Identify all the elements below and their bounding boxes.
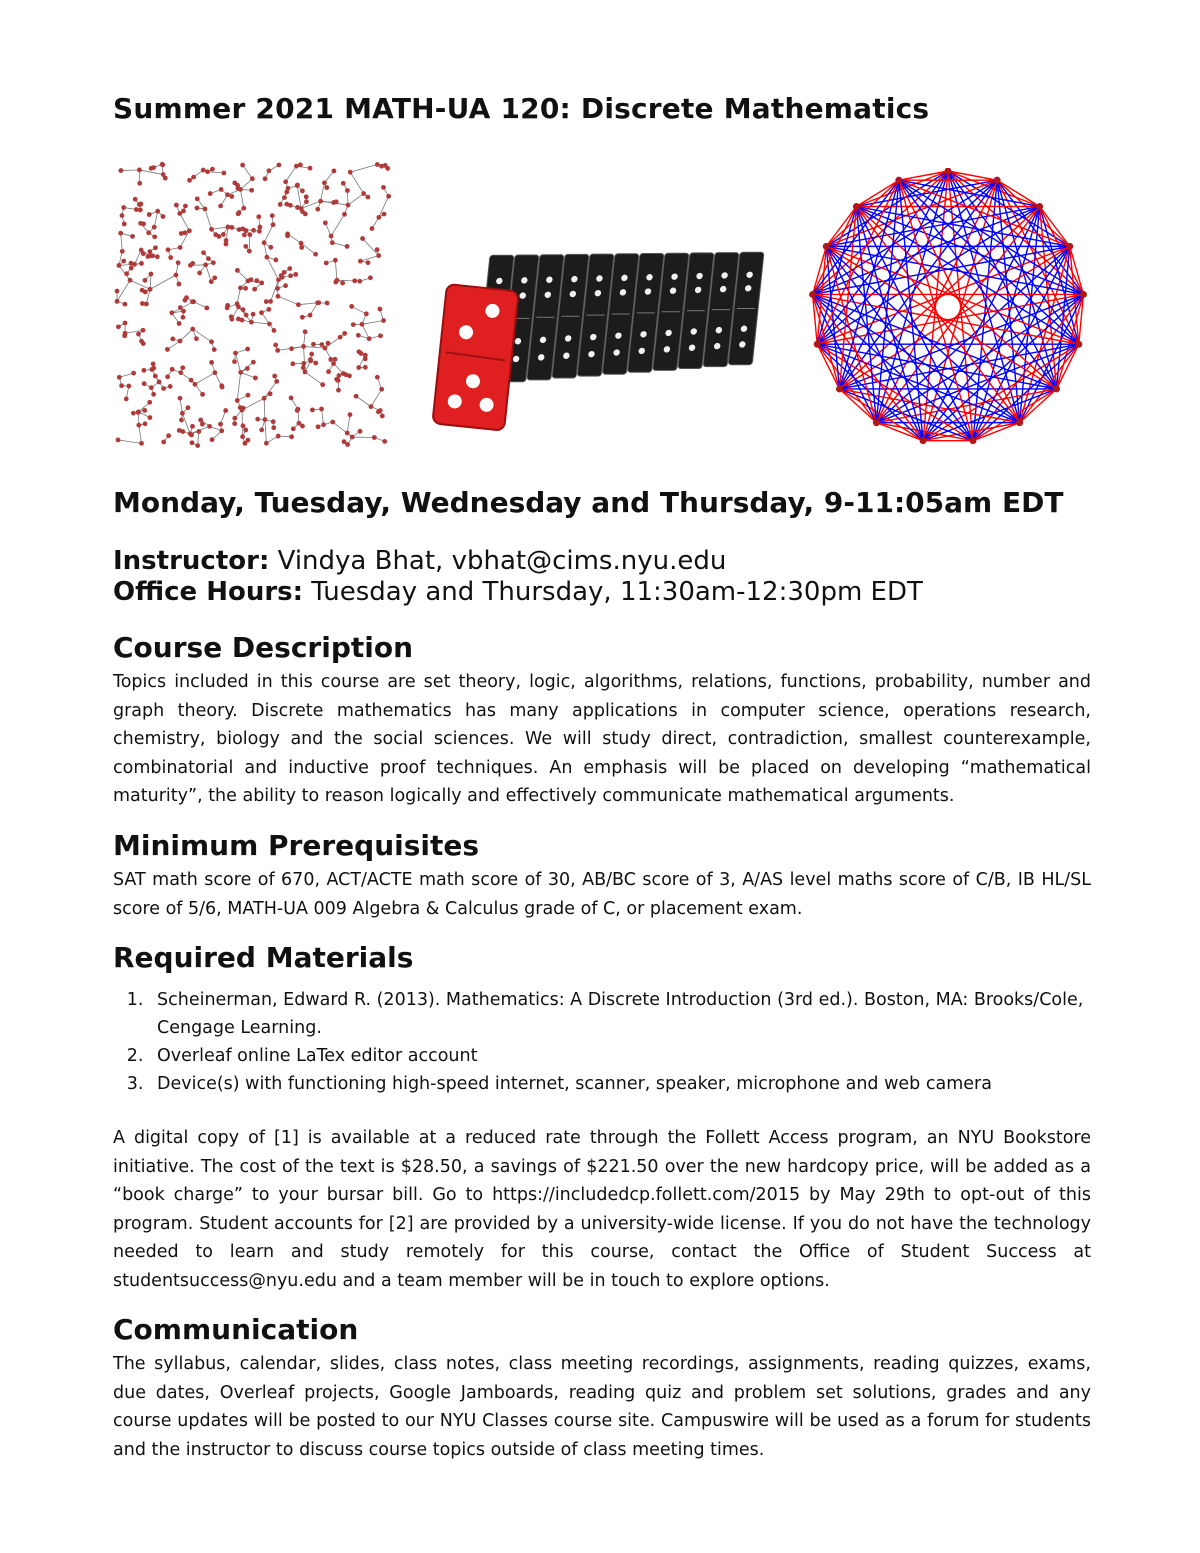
materials-note: A digital copy of [1] is available at a reduced rate through the Follett Access program, an NYU Bookstore initiative. The cost of the text is $28.50, a savings of $221.50 over the new hardcopy price, will be added as a “book charge” to your bursar bill. Go to https://includedcp.follett.com/2015 by May 29th to opt-out of this program. Student accounts for [2] are provided by a university-wide license. If you do not have the technology needed to learn and study remotely for this course, contact the Office of Student Success at studentsuccess@nyu.edu and a team member will be in touch to explore options. — [113, 1128, 1091, 1291]
section-heading: Minimum Prerequisites — [113, 829, 480, 862]
section-heading: Communication — [113, 1313, 359, 1346]
section-text: The syllabus, calendar, slides, class notes, class meeting recordings, assignments, reading quizzes, exams, due dates, Overleaf projects, Google Jamboards, reading quiz and problem set solutions, grades and any course updates will be posted to our NYU Classes course site. Campuswire will be used as a forum for students and the instructor to discuss course topics outside of class meeting times. — [113, 1354, 1091, 1460]
page-title: Summer 2021 MATH-UA 120: Discrete Mathematics — [113, 92, 930, 125]
section-text: SAT math score of 670, ACT/ACTE math score of 30, AB/BC score of 3, A/AS level maths score of C/B, IB HL/SL score of 5/6, MATH-UA 009 Algebra & Calculus grade of C, or placement exam. — [113, 870, 1091, 919]
office-hours-label: Office Hours: — [113, 577, 304, 607]
list-item: 1. Scheinerman, Edward R. (2013). Mathematics: A Discrete Introduction (3rd ed.). Boston, MA: Brooks/Cole, Cengage Learning. — [149, 986, 1091, 1042]
instructor-value: Vindya Bhat, vbhat@cims.nyu.edu — [277, 546, 727, 576]
materials-list — [113, 986, 1091, 1098]
section-heading: Course Description — [113, 631, 414, 664]
office-hours-value: Tuesday and Thursday, 11:30am-12:30pm EDT — [311, 577, 923, 607]
office-hours-line — [113, 577, 923, 608]
list-item: 2. Overleaf online LaTex editor account — [149, 1042, 1091, 1070]
instructor-info — [113, 546, 923, 608]
prerequisites-section — [113, 828, 1091, 923]
list-item: 3. Device(s) with functioning high-speed internet, scanner, speaker, microphone and web camera — [149, 1070, 1091, 1098]
instructor-label: Instructor: — [113, 546, 270, 576]
class-schedule: Monday, Tuesday, Wednesday and Thursday, 9-11:05am EDT — [113, 486, 1064, 519]
section-text: Topics included in this course are set theory, logic, algorithms, relations, functions, probability, number and graph theory. Discrete mathematics has many applications in computer science, operations research, chemistry, biology and the social sciences. We will study direct, contradiction, smallest counterexample, combinatorial and inductive proof techniques. An emphasis will be placed on developing “mathematical maturity”, the ability to reason logically and effectively communicate mathematical arguments. — [113, 672, 1091, 807]
section-heading: Required Materials — [113, 941, 414, 974]
instructor-line — [113, 546, 923, 577]
required-materials-section — [113, 940, 1091, 1098]
falling-dominoes-image — [425, 246, 770, 436]
course-description-section — [113, 630, 1091, 811]
random-tree-graph-image — [113, 160, 395, 450]
communication-section — [113, 1312, 1091, 1464]
figures-row — [113, 160, 1093, 450]
complete-graph-image — [807, 168, 1089, 450]
